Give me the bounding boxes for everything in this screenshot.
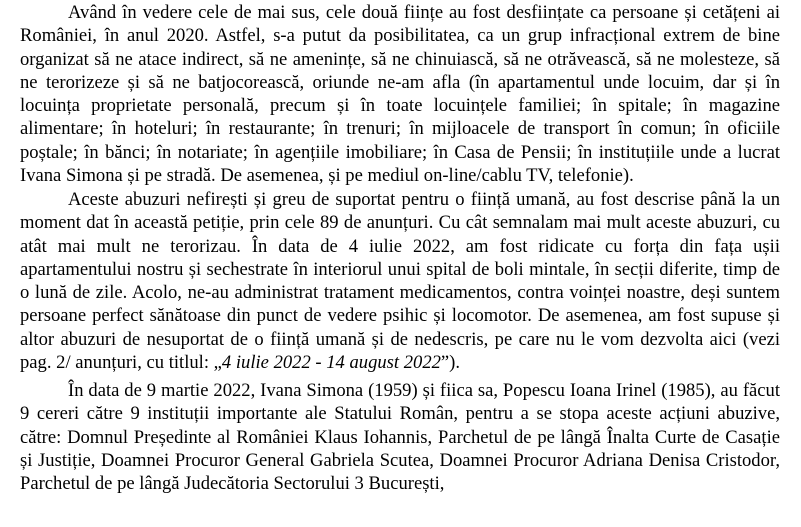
paragraph-3: În data de 9 martie 2022, Ivana Simona (1959) și fiica sa, Popescu Ioana Irinel (1985), au făcut 9 cereri către 9 instituții importante ale Statului Român, pentru a se stopa aceste acțiuni abuzive, către: Domnul Președinte al României Klaus Iohannis, Parchetul de pe lângă Înalta Curte de Casație și Justiție, Doamnei Procuror General Gabriela Scutea, Doamnei Procuror Adriana Denisa Cristodor, Parchetul de pe lângă Judecătoria Sectorului 3 București, [20,380,780,494]
paragraph-2 [20,188,780,374]
paragraph-2-italic-title: 4 iulie 2022 - 14 august 2022 [221,351,441,373]
paragraph-2-text: Aceste abuzuri nefirești și greu de suportat pentru o ființă umană, au fost descrise până la un moment dat în această petiție, prin cele 89 de anunțuri. Cu cât semnalam mai mult aceste abuzuri, cu atât mai mult ne terorizau. În data de 4 iulie 2022, am fost ridicate cu forța din fața ușii apartamentului nostru și sechestrate în interiorul unui spital de boli mintale, în secții diferite, timp de o lună de zile. Acolo, ne-au administrat tratament medicamentos, contra voinței noastre, deși suntem persoane perfect sănătoase din punct de vedere psihic și locomotor. De asemenea, am fost supuse și altor abuzuri de nesuportat de o ființă umană și de nedescris, pe care nu le vom dezvolta aici (vezi pag. 2/ anunțuri, cu titlul: „ [20,189,780,373]
document-page [20,1,780,495]
paragraph-2-closing: ”). [440,351,461,373]
paragraph-1: Având în vedere cele de mai sus, cele două ființe au fost desființate ca persoane și cetățeni ai României, în anul 2020. Astfel, s-a putut da posibilitatea, ca un grup infracțional extrem de bine organizat să ne atace indirect, să ne amenințe, să ne chinuiască, să ne otrăvească, să ne molesteze, să ne terorizeze și să ne batjocorească, oriunde ne-am afla (în apartamentul unde locuim, dar și în locuința proprietate personală, precum și în toate locuințele familiei; în spitale; în magazine alimentare; în hoteluri; în restaurante; în trenuri; în mijloacele de transport în comun; în oficiile poștale; în bănci; în notariate; în agențiile imobiliare; în Casa de Pensii; în instituțiile unde a lucrat Ivana Simona și pe stradă. De asemenea, și pe mediul on-line/cablu TV, telefonie). [20,2,780,186]
